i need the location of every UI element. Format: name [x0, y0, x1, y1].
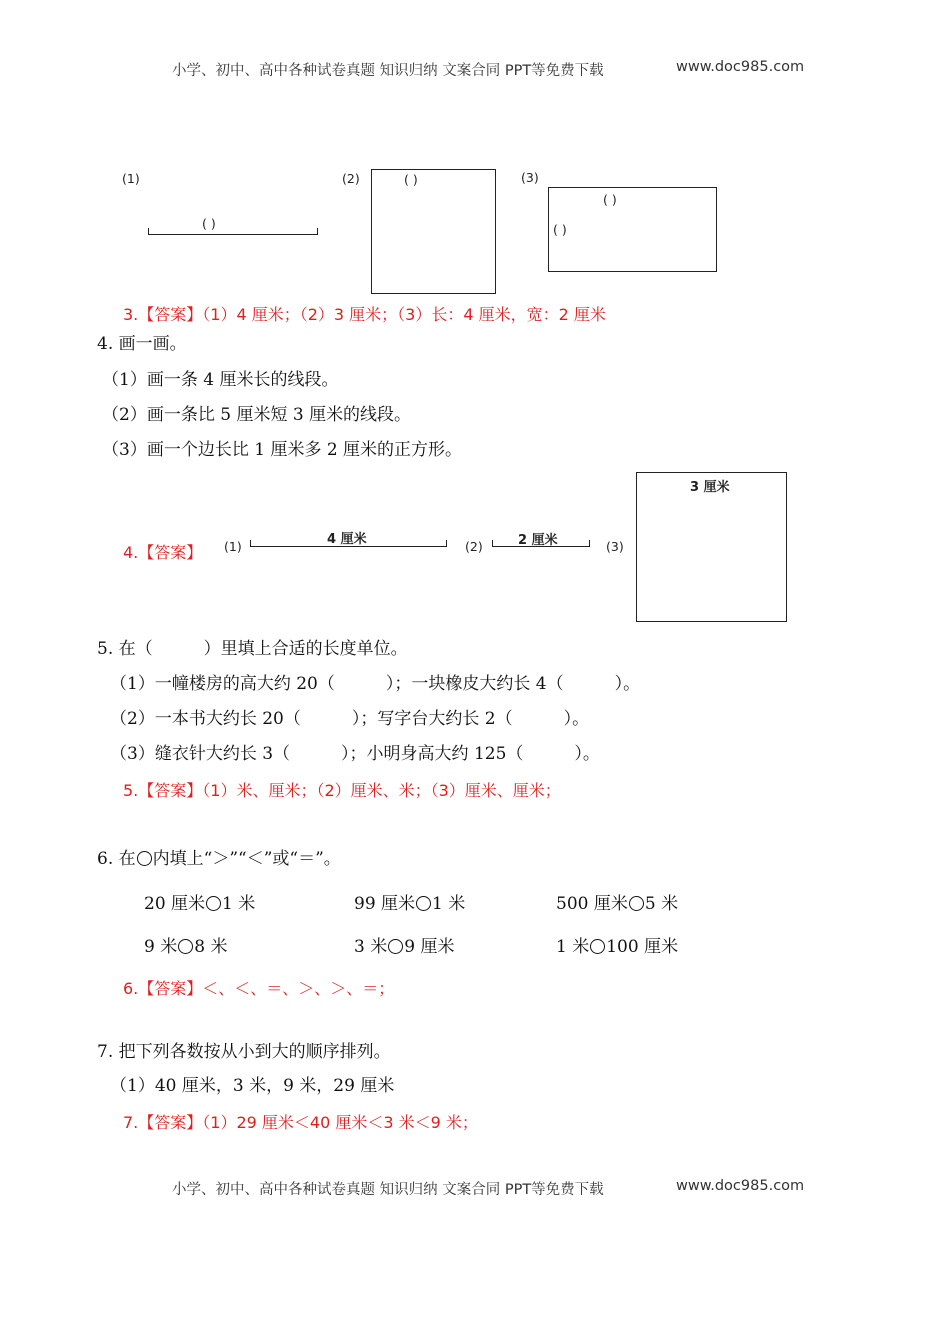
q7-title: 7. 把下列各数按从小到大的顺序排列。 — [97, 1042, 391, 1062]
fig4-label-1: (1) — [224, 539, 242, 554]
fig3-blank-side: ( ) — [553, 222, 567, 237]
q6-item: 20 厘米 1 米 — [144, 894, 256, 914]
q5-item-1: （1）一幢楼房的高大约 20（ ）；一块橡皮大约长 4（ ）。 — [110, 674, 641, 694]
compare-circle-icon[interactable] — [629, 896, 644, 911]
fig3-label-3: (3) — [521, 170, 539, 185]
fig3-label-2: (2) — [342, 171, 360, 186]
fig3-blank-top: ( ) — [603, 192, 617, 207]
q3-answer: 3.【答案】（1）4 厘米；（2）3 厘米；（3）长：4 厘米，宽：2 厘米 — [123, 305, 606, 324]
fig3-label-1: (1) — [122, 171, 140, 186]
fig3-blank-1: ( ) — [202, 216, 216, 231]
fig3-square — [371, 169, 496, 294]
footer-url: www.doc985.com — [676, 1178, 805, 1194]
header-text: 小学、初中、高中各种试卷真题 知识归纳 文案合同 PPT等免费下载 — [172, 63, 604, 79]
q4-item-2: （2）画一条比 5 厘米短 3 厘米的线段。 — [102, 405, 412, 425]
fig4-tick — [492, 540, 493, 547]
q6-answer: 6.【答案】＜、＜、＝、＞、＞、＝； — [123, 979, 395, 998]
q5-title: 5. 在（ ）里填上合适的长度单位。 — [97, 639, 408, 659]
fig4-tick — [589, 540, 590, 547]
fig3-segment-tick-right — [317, 228, 318, 235]
compare-circle-icon[interactable] — [388, 939, 403, 954]
fig4-tick — [446, 540, 447, 547]
q6-item: 3 米 9 厘米 — [354, 937, 455, 957]
q6-item: 9 米 8 米 — [144, 937, 228, 957]
q5-item-2: （2）一本书大约长 20（ ）；写字台大约长 2（ ）。 — [110, 709, 590, 729]
compare-circle-icon[interactable] — [206, 896, 221, 911]
q4-item-1: （1）画一条 4 厘米长的线段。 — [102, 370, 339, 390]
fig4-length-1: 4 厘米 — [327, 532, 367, 547]
compare-circle-icon[interactable] — [416, 896, 431, 911]
fig3-segment-tick-left — [148, 228, 149, 235]
fig3-blank-2: ( ) — [404, 172, 418, 187]
fig4-length-3: 3 厘米 — [690, 480, 730, 495]
compare-circle-icon[interactable] — [590, 939, 605, 954]
q6-item: 500 厘米 5 米 — [556, 894, 679, 914]
header-url: www.doc985.com — [676, 59, 805, 75]
q6-item: 99 厘米 1 米 — [354, 894, 466, 914]
q4-item-3: （3）画一个边长比 1 厘米多 2 厘米的正方形。 — [102, 440, 463, 460]
fig4-length-2: 2 厘米 — [518, 533, 558, 548]
q6-title — [97, 844, 341, 869]
q6-title-suffix: 内填上“＞”“＜”或“＝”。 — [152, 849, 341, 869]
q4-answer-label: 4.【答案】 — [123, 543, 203, 562]
q7-answer: 7.【答案】（1）29 厘米＜40 厘米＜3 米＜9 米； — [123, 1113, 478, 1132]
q5-answer: 5.【答案】（1）米、厘米；（2）厘米、米；（3）厘米、厘米； — [123, 781, 561, 800]
compare-circle-icon — [137, 851, 152, 866]
compare-circle-icon[interactable] — [178, 939, 193, 954]
fig3-rectangle — [548, 187, 717, 272]
q6-title-prefix: 6. 在 — [97, 849, 136, 869]
fig4-label-2: (2) — [465, 539, 483, 554]
fig3-segment — [148, 234, 318, 235]
fig4-tick — [250, 540, 251, 547]
q7-item-1: （1）40 厘米，3 米，9 米，29 厘米 — [110, 1076, 395, 1096]
q4-title: 4. 画一画。 — [97, 334, 187, 354]
fig4-label-3: (3) — [606, 539, 624, 554]
footer-text: 小学、初中、高中各种试卷真题 知识归纳 文案合同 PPT等免费下载 — [172, 1182, 604, 1198]
q6-item: 1 米 100 厘米 — [556, 937, 679, 957]
q5-item-3: （3）缝衣针大约长 3（ ）；小明身高大约 125（ ）。 — [110, 744, 600, 764]
